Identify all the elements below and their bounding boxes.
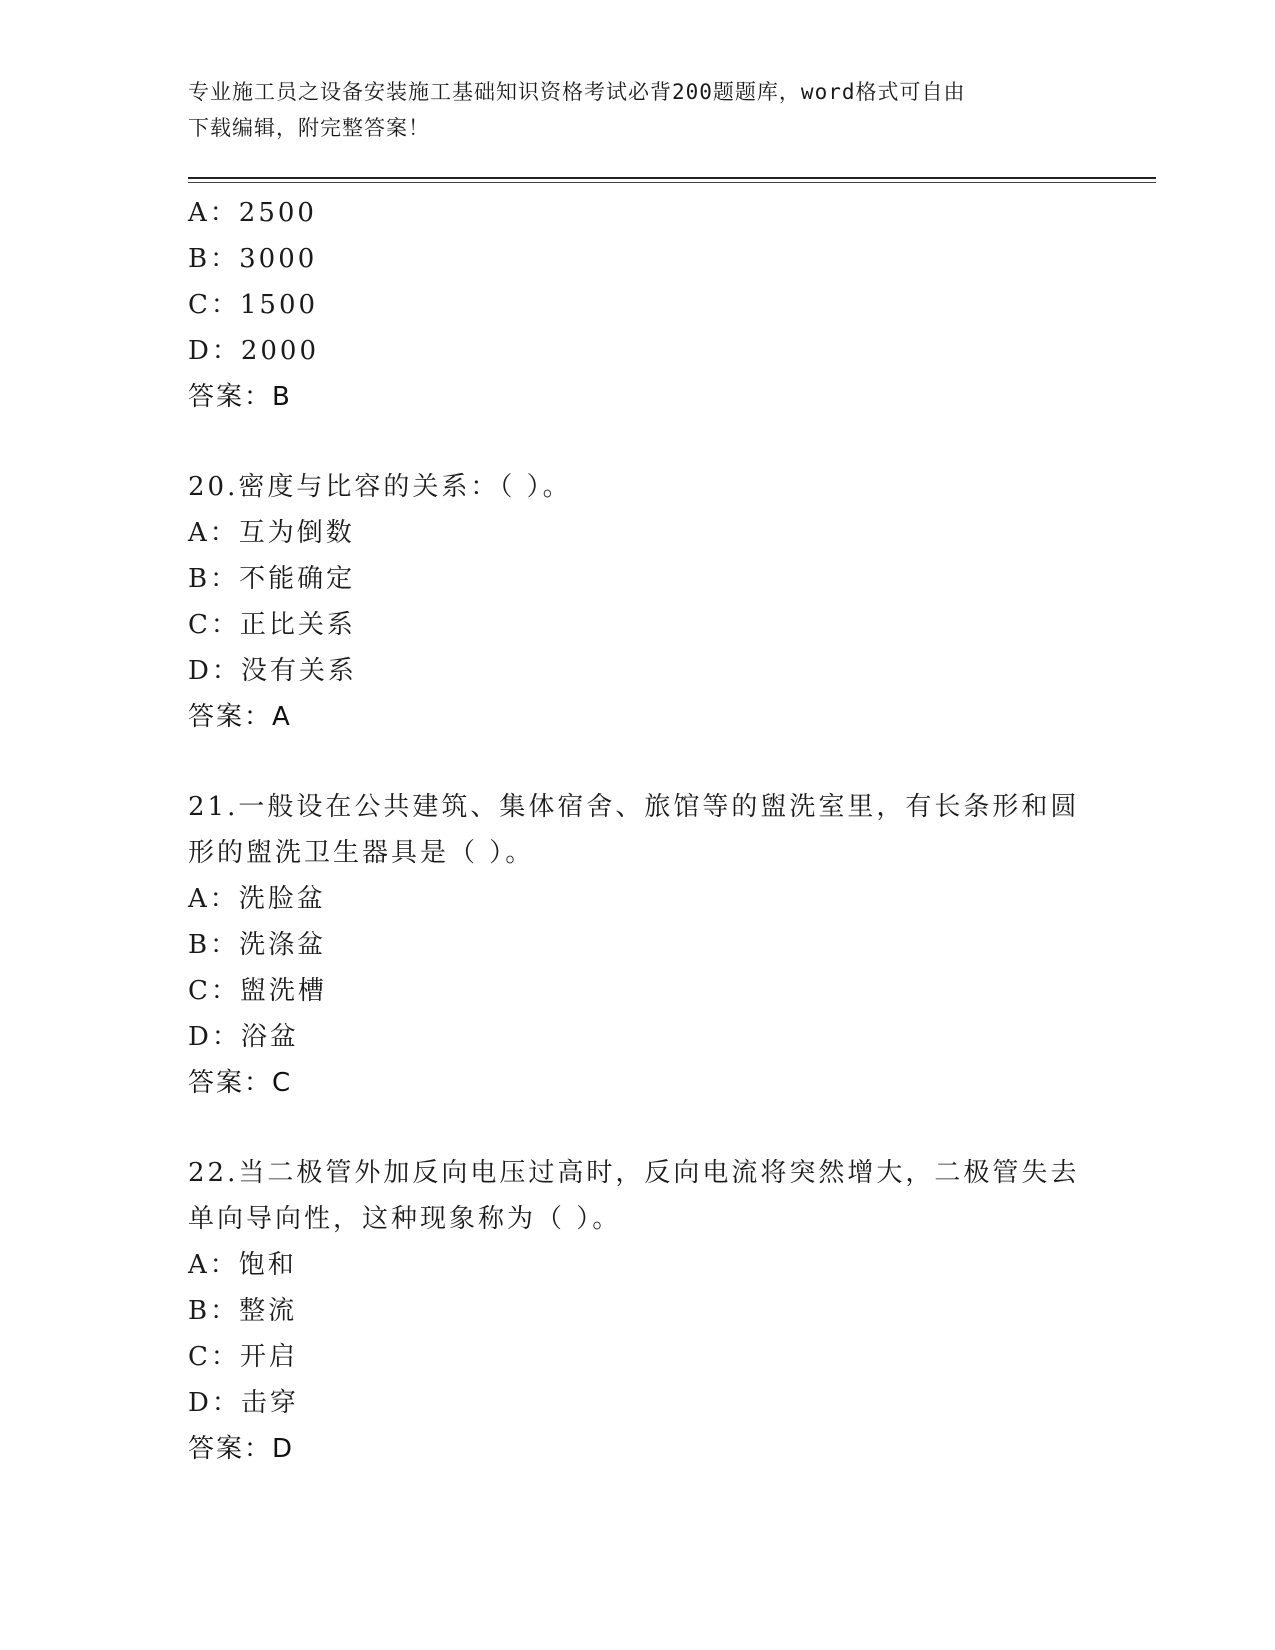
option-d: D：浴盆 bbox=[188, 1022, 299, 1052]
question-stem-line-1: 21.一般设在公共建筑、集体宿舍、旅馆等的盥洗室里，有长条形和圆 bbox=[188, 792, 1080, 822]
header-title-line-2: 下载编辑，附完整答案！ bbox=[188, 116, 430, 140]
question-stem: 20.密度与比容的关系：（ ）。 bbox=[188, 472, 572, 502]
question-spacer bbox=[188, 1106, 1088, 1150]
header-title-line-1: 专业施工员之设备安装施工基础知识资格考试必背200题题库，word格式可自由 bbox=[188, 80, 966, 104]
option-c: C：正比关系 bbox=[188, 610, 356, 640]
option-b: B：3000 bbox=[188, 244, 318, 274]
question-20 bbox=[188, 464, 1088, 740]
question-list bbox=[188, 190, 1088, 1472]
document-header bbox=[188, 74, 1088, 146]
option-d: D：没有关系 bbox=[188, 656, 357, 686]
answer-label: 答案：B bbox=[188, 382, 292, 412]
option-c: C：盥洗槽 bbox=[188, 976, 327, 1006]
question-spacer bbox=[188, 420, 1088, 464]
option-a: A：饱和 bbox=[188, 1250, 297, 1280]
question-22 bbox=[188, 1150, 1088, 1472]
question-19 bbox=[188, 190, 1088, 420]
question-spacer bbox=[188, 740, 1088, 784]
answer-label: 答案：A bbox=[188, 702, 292, 732]
header-divider-thick bbox=[188, 177, 1156, 179]
question-stem-line-1: 22.当二极管外加反向电压过高时，反向电流将突然增大，二极管失去 bbox=[188, 1158, 1080, 1188]
option-b: B：整流 bbox=[188, 1296, 298, 1326]
option-b: B：不能确定 bbox=[188, 564, 356, 594]
answer-label: 答案：D bbox=[188, 1434, 295, 1464]
header-divider-thin bbox=[188, 182, 1156, 183]
answer-label: 答案：C bbox=[188, 1068, 293, 1098]
option-a: A：2500 bbox=[188, 198, 317, 228]
option-c: C：1500 bbox=[188, 290, 319, 320]
question-stem-line-2: 形的盥洗卫生器具是（ ）。 bbox=[188, 838, 535, 868]
option-c: C：开启 bbox=[188, 1342, 298, 1372]
option-a: A：互为倒数 bbox=[188, 518, 355, 548]
option-d: D：击穿 bbox=[188, 1388, 299, 1418]
question-21 bbox=[188, 784, 1088, 1106]
option-d: D：2000 bbox=[188, 336, 320, 366]
option-a: A：洗脸盆 bbox=[188, 884, 326, 914]
option-b: B：洗涤盆 bbox=[188, 930, 327, 960]
question-stem-line-2: 单向导向性，这种现象称为（ ）。 bbox=[188, 1204, 622, 1234]
